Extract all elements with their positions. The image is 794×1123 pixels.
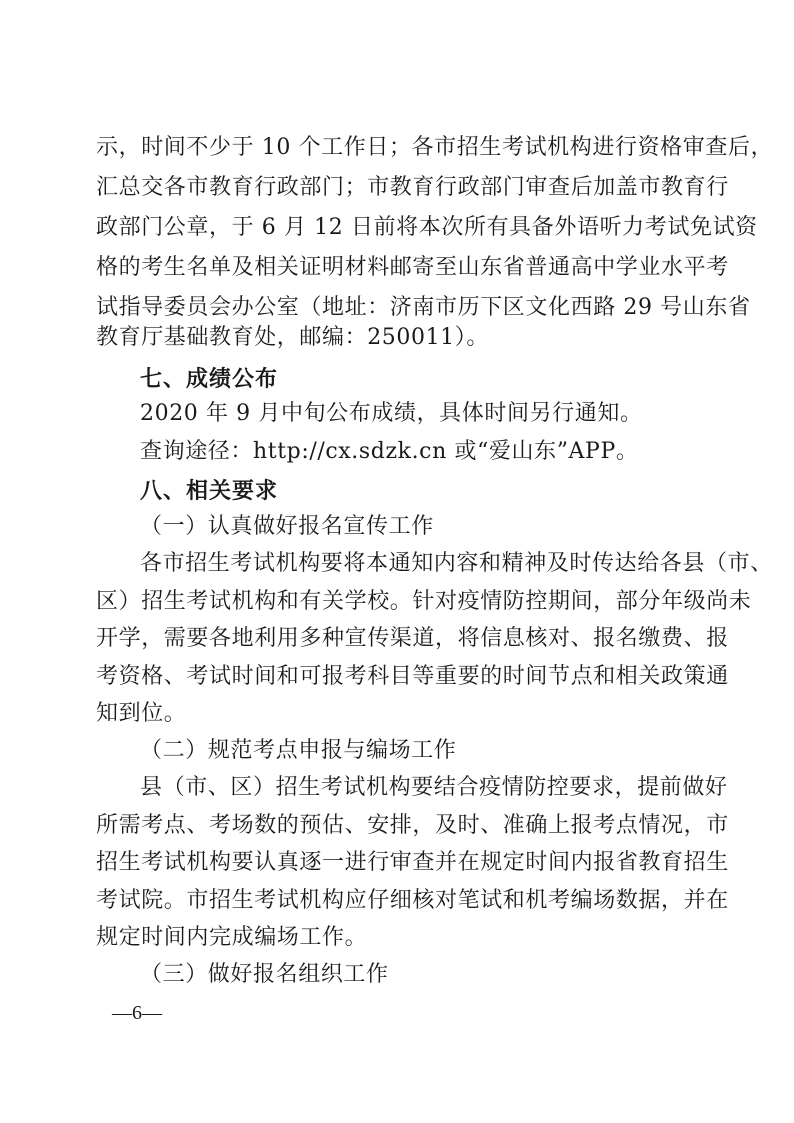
subsection-heading-3: （三）做好报名组织工作 (140, 962, 389, 987)
paragraph-line: 示，时间不少于 10 个工作日；各市招生考试机构进行资格审查后， (96, 135, 774, 160)
paragraph-line: 汇总交各市教育行政部门；市教育行政部门审查后加盖市教育行 (96, 175, 729, 200)
paragraph-line: 县（市、区）招生考试机构要结合疫情防控要求，提前做好 (140, 775, 728, 800)
subsection-heading-2: （二）规范考点申报与编场工作 (140, 738, 457, 763)
section-heading-results: 七、成绩公布 (140, 367, 279, 392)
paragraph-line: 格的考生名单及相关证明材料邮寄至山东省普通高中学业水平考 (96, 255, 729, 280)
paragraph-line: 所需考点、考场数的预估、安排，及时、准确上报考点情况，市 (96, 813, 729, 838)
section-heading-requirements: 八、相关要求 (140, 479, 279, 504)
paragraph-line: 知到位。 (96, 701, 187, 726)
paragraph-line: 各市招生考试机构要将本通知内容和精神及时传达给各县（市、 (140, 551, 773, 576)
paragraph-line: 政部门公章，于 6 月 12 日前将本次所有具备外语听力考试免试资 (96, 215, 758, 240)
paragraph-line: 招生考试机构要认真逐一进行审查并在规定时间内报省教育招生 (96, 850, 729, 875)
paragraph-line: 区）招生考试机构和有关学校。针对疫情防控期间，部分年级尚未 (96, 589, 752, 614)
paragraph-line: 开学，需要各地利用多种宣传渠道，将信息核对、报名缴费、报 (96, 626, 729, 651)
page-number: —6— (112, 1002, 162, 1024)
paragraph-line: 规定时间内完成编场工作。 (96, 925, 368, 950)
paragraph-line: 试指导委员会办公室（地址：济南市历下区文化西路 29 号山东省 (96, 295, 751, 320)
subsection-heading-1: （一）认真做好报名宣传工作 (140, 514, 434, 539)
paragraph-line: 考资格、考试时间和可报考科目等重要的时间节点和相关政策通 (96, 664, 729, 689)
paragraph-line: 教育厅基础教育处，邮编：250011）。 (96, 325, 489, 350)
query-line: 查询途径：http://cx.sdzk.cn 或“爱山东”APP。 (140, 439, 639, 464)
paragraph-line: 考试院。市招生考试机构应仔细核对笔试和机考编场数据，并在 (96, 888, 729, 913)
paragraph-line: 2020 年 9 月中旬公布成绩，具体时间另行通知。 (140, 401, 643, 426)
